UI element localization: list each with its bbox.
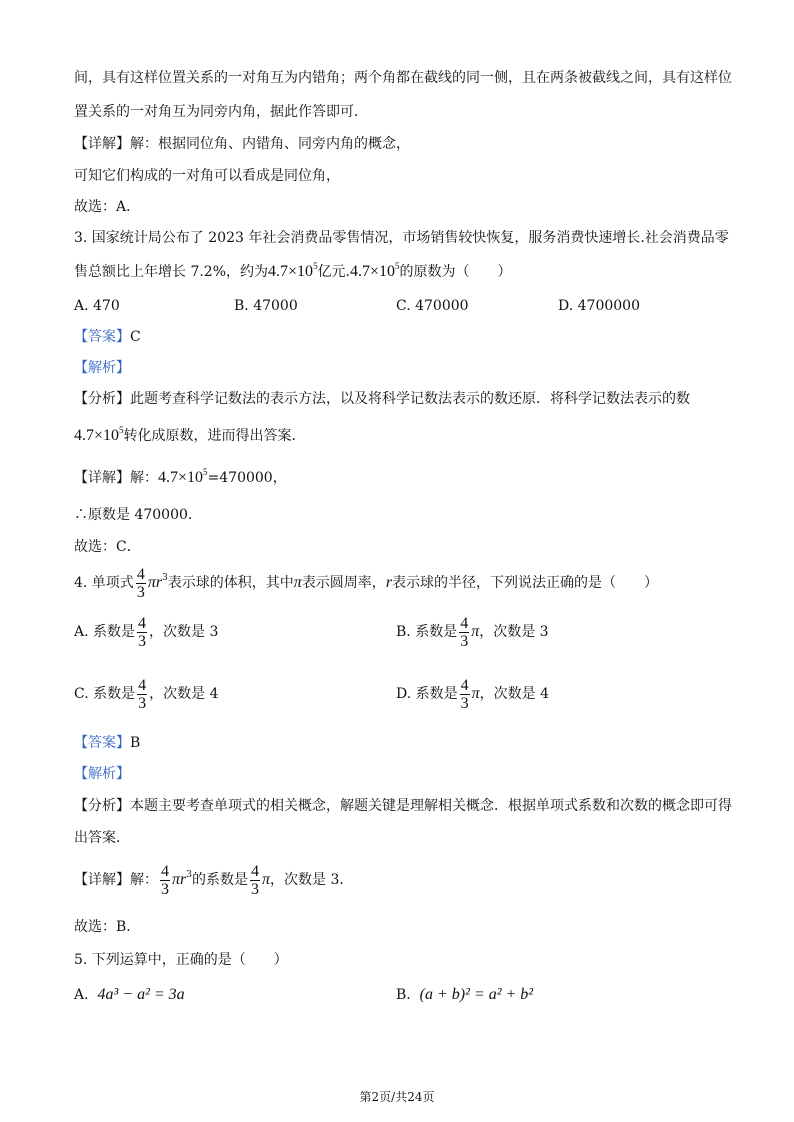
detail-text: 解：根据同位角、内错角、同旁内角的概念，: [130, 136, 410, 152]
answer-label: 【答案】: [74, 329, 130, 345]
math-expression: (a + b)² = a² + b²: [419, 986, 534, 1003]
q5-option-b[interactable]: B. (a + b)² = a² + b²: [396, 986, 534, 1003]
detail-label: 【详解】: [74, 136, 130, 152]
fenxi-label: 【分析】: [74, 798, 130, 814]
q3-analysis: 【分析】此题考查科学记数法的表示方法，以及将科学记数法表示的数还原．将科学记数法表示的数: [74, 391, 690, 407]
q3-stem-text: 的原数为（ ）: [399, 264, 512, 280]
q3-answer: [74, 327, 141, 347]
q3-choice: 故选：C．: [74, 539, 141, 555]
fraction-4-3: $\frac{4}{3}$: [136, 565, 145, 601]
q3-detail: 【详解】解：$4.7\times 10^5=470000$，: [74, 467, 287, 486]
text-line: 置关系的一对角互为同旁内角，据此作答即可．: [74, 104, 368, 120]
q4-option-a[interactable]: A. 系数是 $\frac{4}{3}$ ，次数是 3: [74, 614, 219, 650]
fraction-4-3: $\frac{4}{3}$: [138, 676, 147, 712]
fenxi-label: 【分析】: [74, 391, 130, 407]
q4-option-c[interactable]: C. 系数是 $\frac{4}{3}$ ，次数是 4: [74, 676, 219, 712]
q3-analysis-label: 【解析】: [74, 360, 130, 376]
choice-line: 故选：A．: [74, 199, 141, 215]
q3-option-c[interactable]: C. 470000: [396, 298, 469, 314]
page-footer: 第2页/共24页: [359, 1090, 435, 1104]
fraction-4-3: $\frac{4}{3}$: [138, 614, 147, 650]
q4-analysis-line2: 出答案．: [74, 830, 130, 846]
fraction-4-3: $\frac{4}{3}$: [460, 614, 469, 650]
q4-option-d[interactable]: D. 系数是 $\frac{4}{3}$ π，次数是 4: [396, 676, 550, 712]
q4-answer: [74, 733, 140, 753]
math-expression: 4a³ − a² = 3a: [97, 986, 185, 1003]
detail-label: 【详解】: [74, 470, 130, 486]
q3-stem-text: 亿元.: [317, 264, 351, 280]
answer-label: 【答案】: [74, 735, 130, 751]
q3-sci-number: $4.7\times 10^5$: [74, 425, 124, 444]
q3-stem-text: 售总额比上年增长 7.2%，约为: [74, 264, 269, 280]
q3-sci-number: $4.7\times 10^5$: [268, 261, 318, 280]
fraction-4-3: $\frac{4}{3}$: [250, 862, 259, 898]
q4-option-b[interactable]: B. 系数是 $\frac{4}{3}$ π，次数是 3: [396, 614, 549, 650]
question-3-stem: 3. 国家统计局公布了 2023 年社会消费品零售情况，市场销售较快恢复，服务消费快速增长.社会消费品零: [74, 230, 729, 246]
q5-option-a[interactable]: A. 4a³ − a² = 3a: [74, 986, 185, 1003]
q4-analysis-label: 【解析】: [74, 766, 130, 782]
q3-sci-number: $4.7\times 10^5$: [158, 467, 208, 486]
question-4-stem: 4. 单项式 $\frac{4}{3}$ $\pi r^3$表示球的体积，其中π表示圆周率，r表示球的半径，下列说法正确的是（ ）: [74, 565, 659, 601]
text-line: 间，具有这样位置关系的一对角互为内错角；两个角都在截线的同一侧，且在两条被截线之间，具有这样位: [74, 70, 732, 86]
fraction-4-3: $\frac{4}{3}$: [460, 676, 469, 712]
answer-value: C: [130, 329, 141, 345]
detail-line: [74, 134, 410, 154]
question-5-stem: 5. 下列运算中，正确的是（ ）: [74, 952, 288, 968]
text-line: 可知它们构成的一对角可以看成是同位角，: [74, 168, 340, 184]
question-3-stem-line2: [74, 262, 512, 282]
q3-option-a[interactable]: A. 470: [74, 298, 120, 314]
q4-choice: 故选：B．: [74, 919, 141, 935]
q3-option-d[interactable]: D. 4700000: [558, 298, 640, 314]
q3-sci-number: $4.7\times 10^5$: [350, 261, 400, 280]
detail-label: 【详解】: [74, 872, 130, 888]
fraction-4-3: $\frac{4}{3}$: [161, 862, 169, 898]
q3-analysis-line2: $4.7\times 10^5$转化成原数，进而得出答案．: [74, 425, 306, 444]
q3-therefore: ∴原数是 470000．: [74, 507, 202, 523]
q4-analysis: 【分析】本题主要考查单项式的相关概念，解题关键是理解相关概念．根据单项式系数和次数的概念即可得: [74, 798, 732, 814]
q3-option-b[interactable]: B. 47000: [234, 298, 298, 314]
answer-value: B: [130, 735, 141, 751]
q4-detail: 【详解】解： $\frac{4}{3}$ $\pi r^3$的系数是 $\frac{4}{3}$ π，次数是 3．: [74, 862, 354, 898]
